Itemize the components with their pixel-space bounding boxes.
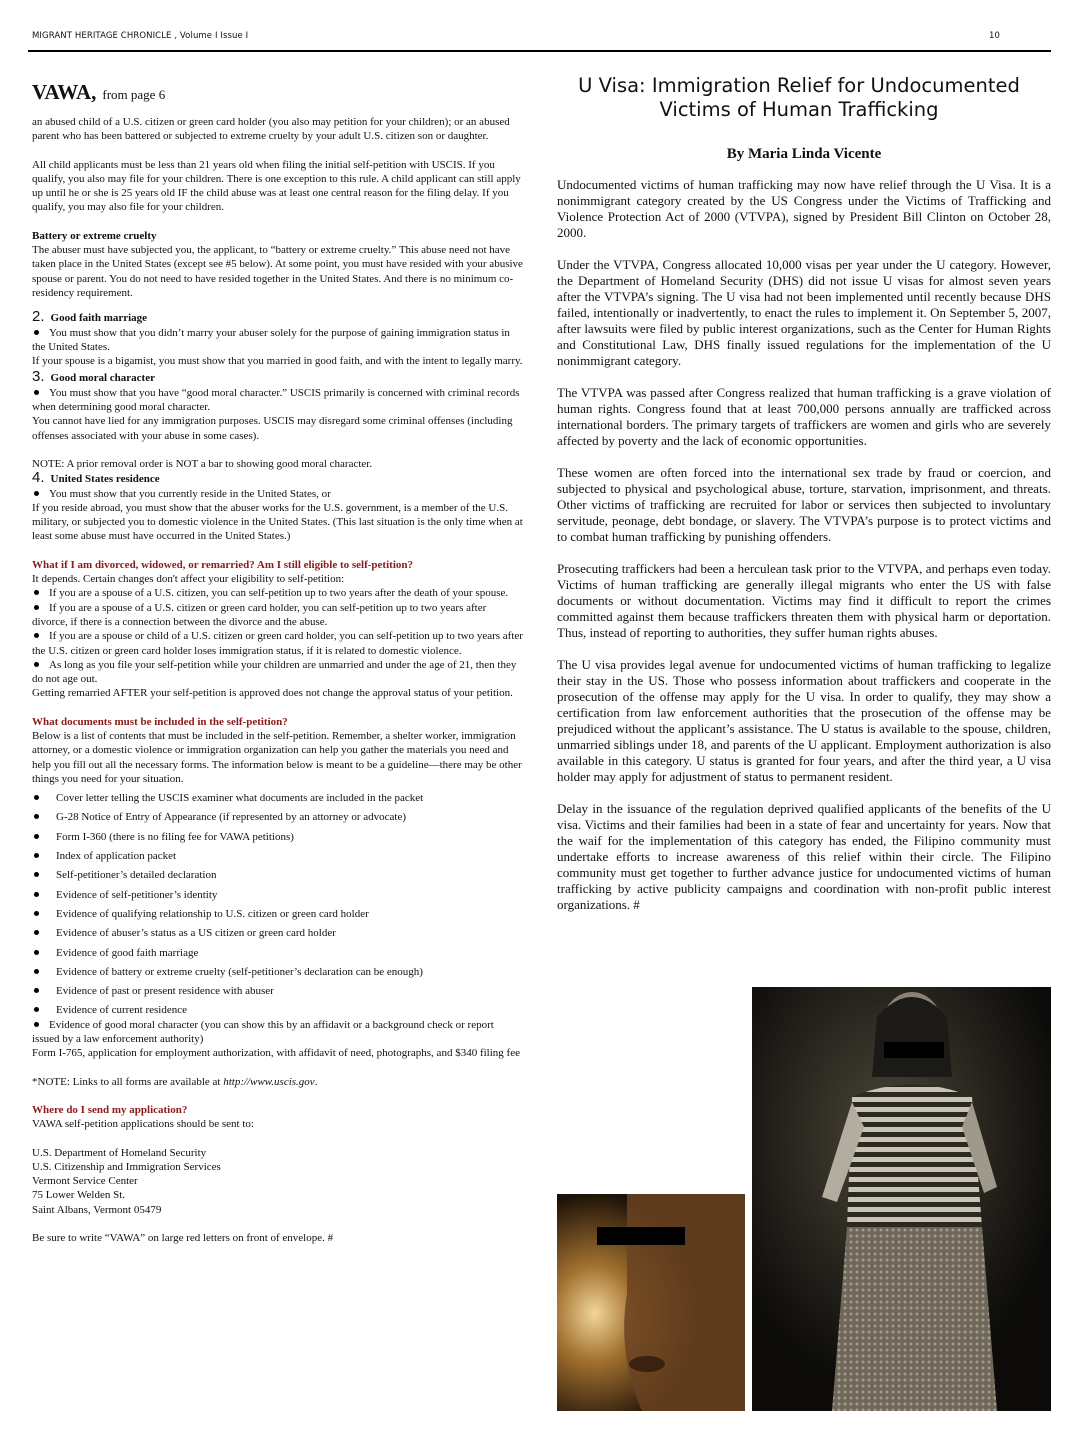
continued-from: from page 6 [102, 87, 166, 102]
numbered-heading: 4. United States residence [32, 469, 160, 487]
article-title: U Visa: Immigration Relief for Undocumented Victims of Human Trafficking [578, 74, 1020, 121]
publication-name: MIGRANT HERITAGE CHRONICLE , Volume I Issue I [32, 31, 249, 41]
bullet-icon [34, 1007, 39, 1012]
list-item: Evidence of self-petitioner’s identity [32, 888, 524, 902]
list-item: Self-petitioner’s detailed declaration [32, 868, 524, 882]
paragraph: Getting remarried AFTER your self-petition is approved does not change the approval status of your petition. [32, 687, 513, 700]
list-item: Evidence of past or present residence with abuser [32, 984, 524, 998]
bullet-icon [34, 988, 39, 993]
bullet-icon [34, 814, 39, 819]
photo-illustration [752, 987, 1051, 1411]
paragraph: If your spouse is a bigamist, you must show that you married in good faith, and with the intent to legally marry. [32, 355, 523, 368]
paragraph: Form I-765, application for employment authorization, with affidavit of need, photographs, and $340 filing fee [32, 1047, 520, 1060]
header-rule [28, 50, 1051, 52]
paragraph: The U visa provides legal avenue for undocumented victims of human trafficking to legalize their stay in the US. Those who possess information about traffickers and cooperate in the prosecution of the offense may apply for the U visa. In order to qualify, they may show a certification from law enforcement authorities that the prosecution of the offense may be prejudiced without the applicant’s assistance. The U status is available to the spouse, children, unmarried siblings under 18, and parents of the U applicant. Employment authorization is also available in this category. U status is granted for four years, and after the third year, a U visa holder may apply for adjustment of status to permanent resident. [557, 657, 1051, 784]
paragraph: You cannot have lied for any immigration purposes. USCIS may disregard some criminal offenses (including offenses associated with your abuse in some cases). [32, 415, 513, 442]
paragraph: Below is a list of contents that must be included in the self-petition. Remember, a shelter worker, immigration attorney, or a domestic violence or immigration organization can help you gather the materials you need and help you fill out all the necessary forms. The information below is meant to be a guideline—there may be other things you need for your situation. [32, 729, 522, 785]
bullet-item: If you are a spouse of a U.S. citizen, you can self-petition up to two years after the death of your spouse. [32, 586, 524, 600]
bullet-icon [34, 950, 39, 955]
bullet-icon [34, 911, 39, 916]
forms-note: *NOTE: Links to all forms are available at http://www.uscis.gov. [32, 1075, 318, 1088]
list-item: G-28 Notice of Entry of Appearance (if represented by an attorney or advocate) [32, 810, 524, 824]
bullet-icon [34, 390, 39, 395]
list-item: Evidence of current residence [32, 1003, 524, 1017]
question-heading: Where do I send my application? [32, 1103, 188, 1116]
bullet-item: Evidence of good moral character (you can show this by an affidavit or a background check or report issued by a law enforcement authority) [32, 1018, 494, 1046]
address-line: 75 Lower Welden St. [32, 1189, 126, 1202]
paragraph: All child applicants must be less than 21 years old when filing the initial self-petition with USCIS. If you qualify, you also may file for your children. There is one exception to this rule. A child applicant can still apply up until he or she is 25 years old IF the child abuse was at least one central reason for the filing delay. If you qualify, you may also file for your children. [32, 158, 521, 214]
bullet-icon [34, 872, 39, 877]
numbered-heading: 3. Good moral character [32, 368, 155, 386]
numbered-heading: 2. Good faith marriage [32, 308, 148, 326]
mailing-address [32, 1146, 524, 1217]
bullet-icon [34, 892, 39, 897]
address-line: U.S. Citizenship and Immigration Services [32, 1160, 221, 1173]
page-number: 10 [988, 31, 1000, 41]
paragraph: The abuser must have subjected you, the applicant, to “battery or extreme cruelty.” This abuse need not have taken place in the United States (except see #5 below). At some point, you must have resided with your abusive spouse or parent. You do not need to have resided together in the United States. And there is no minimum co-residency requirement. [32, 244, 523, 299]
bullet-icon [34, 662, 39, 667]
paragraph: Under the VTVPA, Congress allocated 10,000 visas per year under the U category. However, the Department of Homeland Security (DHS) did not issue U visas for almost seven years after the VTVPA’s signing. The U visa had not been implemented until recently because DHS failed, intentionally or inadvertently, to enact the rules to implement it. On September 5, 2007, after lawsuits were filed by public interest organizations, such as the Center for Human Rights and Constitutional Law, DHS finally issued regulations for the implementation of the U nonimmigrant category. [557, 257, 1051, 368]
byline: By Maria Linda Vicente [726, 146, 882, 162]
bullet-icon [34, 491, 39, 496]
u-visa-article [557, 74, 1051, 929]
bullet-icon [34, 853, 39, 858]
list-item: Index of application packet [32, 849, 524, 863]
address-line: U.S. Department of Homeland Security [32, 1146, 207, 1159]
paragraph: Undocumented victims of human trafficking may now have relief through the U Visa. It is a nonimmigrant category created by the US Congress under the Victims of Trafficking and Violence Protection Act of 2000 (VTVPA), signed by President Bill Clinton on October 28, 2000. [557, 177, 1051, 240]
bullet-icon [34, 1022, 39, 1027]
bullet-icon [34, 633, 39, 638]
bullet-icon [34, 605, 39, 610]
paragraph: Delay in the issuance of the regulation deprived qualified applicants of the benefits of the U visa. Victims and their families had been in a state of fear and uncertainty for years. Now that the waif for the implementation of this category has ended, the Filipino community must undertake efforts to increase awareness of this relief within their circle. The Filipino community must get together to further advance justice for undocumented victims of human trafficking by active publicity campaigns and coordination with non-profit public interest organizations. # [557, 801, 1051, 912]
paragraph: It depends. Certain changes don't affect your eligibility to self-petition: [32, 573, 345, 586]
paragraph: an abused child of a U.S. citizen or green card holder (you also may petition for your children); or an abused parent who has been battered or subjected to extreme cruelty by your adult U.S. citizen son or daughter. [32, 116, 510, 143]
list-item: Evidence of abuser’s status as a US citizen or green card holder [32, 926, 524, 940]
list-item: Evidence of qualifying relationship to U.S. citizen or green card holder [32, 907, 524, 921]
subheading: Battery or extreme cruelty [32, 229, 157, 242]
paragraph: NOTE: A prior removal order is NOT a bar to showing good moral character. [32, 457, 373, 470]
list-item: Evidence of good faith marriage [32, 946, 524, 960]
photo-illustration [557, 1194, 745, 1411]
vawa-article [32, 80, 524, 1245]
page-header [30, 31, 1000, 45]
photo-face-closeup [557, 1194, 745, 1411]
uscis-link[interactable]: http://www.uscis.gov [223, 1075, 315, 1088]
bullet-icon [34, 930, 39, 935]
bullet-item: If you are a spouse or child of a U.S. citizen or green card holder, you can self-petition up to two years after the U.S. citizen or green card holder loses immigration status, if it is related to domestic violence. [32, 630, 523, 657]
question-heading: What if I am divorced, widowed, or remarried? Am I still eligible to self-petition? [32, 558, 413, 571]
bullet-item: You must show that you currently reside in the United States, or [32, 487, 524, 501]
address-line: Vermont Service Center [32, 1175, 138, 1188]
photo-woman-striped-shirt [752, 987, 1051, 1411]
bullet-icon [34, 330, 39, 335]
list-item: Evidence of battery or extreme cruelty (self-petitioner’s declaration can be enough) [32, 965, 524, 979]
paragraph: If you reside abroad, you must show that the abuser works for the U.S. government, is a member of the U.S. military, or subjected you to domestic violence in the United States. (This last situation is the only time when at least some abuse must have occurred in the United States.) [32, 501, 523, 543]
bullet-icon [34, 834, 39, 839]
paragraph: These women are often forced into the international sex trade by fraud or coercion, and subjected to physical and psychological abuse, torture, starvation, imprisonment, and threats. Other victims of trafficking are recruited for labor or services then subjected to involuntary servitude, peonage, debt bondage, or slavery. The VTVPA’s purpose is to protect victims and to combat human trafficking by punishing offenders. [557, 465, 1051, 544]
documents-list [32, 791, 524, 1018]
closing-note: Be sure to write “VAWA” on large red letters on front of envelope. # [32, 1232, 334, 1244]
vawa-title: VAWA, from page 6 [32, 80, 166, 104]
bullet-item: As long as you file your self-petition while your children are unmarried and under the age of 21, then they do not age out. [32, 658, 517, 686]
article-body [557, 177, 1051, 913]
bullet-item: You must show that you didn’t marry your abuser solely for the purpose of gaining immigration status in the United States. [32, 326, 510, 353]
bullet-icon [34, 969, 39, 974]
list-item: Form I-360 (there is no filing fee for VAWA petitions) [32, 830, 524, 844]
paragraph: VAWA self-petition applications should be sent to: [32, 1118, 254, 1131]
paragraph: Prosecuting traffickers had been a herculean task prior to the VTVPA, and perhaps even today. Victims of human trafficking are generally illegal migrants who enter the US with false documents or without documentation. Victims may find it difficult to report the crimes committed against them because traffickers threaten them with physical harm or deportation. Thus, instead of reporting to authorities, they suffer human rights abuses. [557, 561, 1051, 640]
bullet-icon [34, 590, 39, 595]
bullet-item: You must show that you have “good moral character.” USCIS primarily is concerned with criminal records when determining good moral character. [32, 386, 520, 414]
paragraph: The VTVPA was passed after Congress realized that human trafficking is a grave violation of human rights. Congress found that at least 700,000 persons annually are trafficked across international borders. The primary targets of traffickers are women and girls who are severely affected by poverty and the lack of economic opportunities. [557, 385, 1051, 448]
bullet-icon [34, 795, 39, 800]
question-heading: What documents must be included in the self-petition? [32, 715, 288, 728]
list-item: Cover letter telling the USCIS examiner what documents are included in the packet [32, 791, 524, 805]
address-line: Saint Albans, Vermont 05479 [32, 1203, 162, 1216]
bullet-item: If you are a spouse of a U.S. citizen or green card holder, you can self-petition up to two years after divorce, if there is a connection between the divorce and the abuse. [32, 601, 487, 628]
